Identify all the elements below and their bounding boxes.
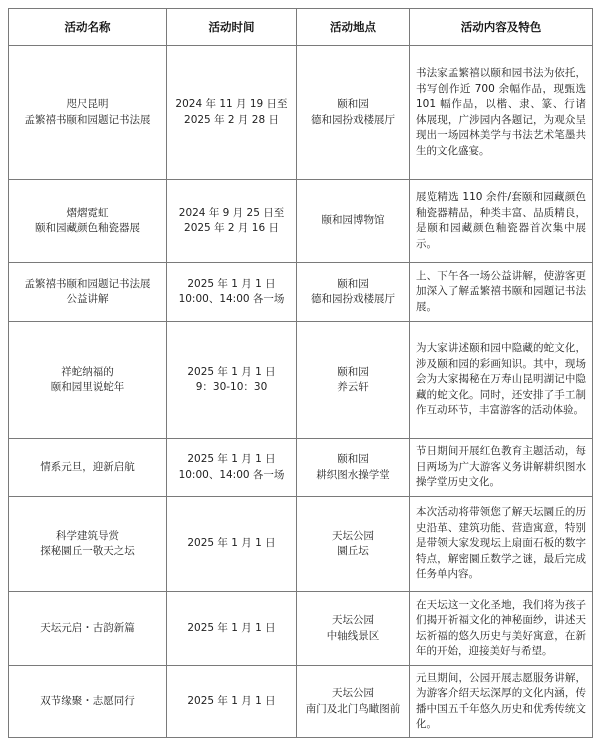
event-place-line: 颐和园 xyxy=(337,277,369,290)
event-place-line: 南门及北门鸟瞰图前 xyxy=(305,702,401,715)
event-name-cell xyxy=(9,439,167,497)
event-desc-cell: 展览精选 110 余件/套颐和园藏颜色釉瓷器精品，种类丰富、品质精良，是颐和园藏颜色釉瓷器首次集中展示。 xyxy=(410,180,593,263)
event-name-line: 天坛元启・古韵新篇 xyxy=(40,621,135,634)
event-name-line: 科学建筑导赏 xyxy=(56,529,119,542)
event-name-line: 双节缘聚・志愿同行 xyxy=(40,694,135,707)
event-name-cell xyxy=(9,322,167,439)
event-time-cell xyxy=(167,592,297,666)
event-time-line: 2025 年 2 月 16 日 xyxy=(184,222,279,234)
event-place-line: 德和园扮戏楼展厅 xyxy=(311,113,395,126)
event-time-cell xyxy=(167,46,297,180)
table-row xyxy=(9,180,593,263)
event-time-line: 2025 年 1 月 1 日 xyxy=(187,621,276,634)
event-time-cell xyxy=(167,322,297,439)
event-time-line: 2025 年 2 月 28 日 xyxy=(184,113,279,126)
event-place-line: 颐和园 xyxy=(337,453,369,465)
event-desc-cell: 为大家讲述颐和园中隐藏的蛇文化，涉及颐和园的彩画知识。其中，现场会为大家揭秘在万寿山昆明湖记中隐藏的蛇文化。同时，还安排了手工制作互动环节，丰富游客的活动体验。 xyxy=(410,322,593,439)
event-time-cell xyxy=(167,497,297,592)
table-row xyxy=(9,439,593,497)
table-row xyxy=(9,46,593,180)
event-place-line: 养云轩 xyxy=(337,381,369,393)
event-time-line: 10:00、14:00 各一场 xyxy=(178,468,285,481)
event-name-line: 咫尺昆明 xyxy=(66,98,109,110)
event-desc-cell: 本次活动将带领您了解天坛圜丘的历史沿革、建筑功能、营造寓意，特别是带领大家发现坛上扇面石板的数字特点，解密圜丘数学之谜，最后完成任务单内容。 xyxy=(410,497,593,592)
event-place-line: 圜丘坛 xyxy=(337,545,369,557)
event-place-line: 天坛公园 xyxy=(332,687,374,699)
event-name-line: 颐和园藏颜色釉瓷器展 xyxy=(35,222,140,234)
event-place-line: 耕织图水操学堂 xyxy=(316,468,390,481)
event-desc-cell: 书法家孟繁禧以颐和园书法为依托，书写创作近 700 余幅作品，现甄选 101 幅作品，以楷、隶、篆、行诸体展现，广涉园内各题记，为观众呈现出一场园林美学与书法艺术笔墨共生的文化盛宴。 xyxy=(410,46,593,180)
event-place-cell xyxy=(297,46,410,180)
event-name-cell xyxy=(9,180,167,263)
event-time-cell xyxy=(167,439,297,497)
event-name-line: 熠熠霓虹 xyxy=(66,206,109,219)
event-name-cell xyxy=(9,46,167,180)
event-name-cell xyxy=(9,666,167,738)
event-name-line: 祥蛇纳福的 xyxy=(61,365,114,378)
header-name: 活动名称 xyxy=(9,9,167,46)
header-place: 活动地点 xyxy=(297,9,410,46)
header-desc: 活动内容及特色 xyxy=(410,9,593,46)
event-desc-cell: 元旦期间，公园开展志愿服务讲解，为游客介绍天坛深厚的文化内涵，传播中国五千年悠久历史和优秀传统文化。 xyxy=(410,666,593,738)
event-time-cell xyxy=(167,180,297,263)
header-time: 活动时间 xyxy=(167,9,297,46)
event-time-line: 9：30-10：30 xyxy=(195,381,268,393)
event-name-line: 情系元旦，迎新启航 xyxy=(40,460,135,473)
table-row xyxy=(9,263,593,322)
event-name-cell xyxy=(9,592,167,666)
event-name-line: 孟繁禧书颐和园题记书法展 xyxy=(24,113,151,126)
event-place-cell xyxy=(297,666,410,738)
event-name-line: 孟繁禧书颐和园题记书法展 xyxy=(24,277,151,290)
event-place-cell xyxy=(297,439,410,497)
event-time-line: 10:00、14:00 各一场 xyxy=(178,293,285,305)
table-header-row xyxy=(9,9,593,46)
event-place-line: 颐和园 xyxy=(337,98,369,110)
event-place-cell xyxy=(297,263,410,322)
event-time-line: 2025 年 1 月 1 日 xyxy=(187,453,276,465)
event-place-cell xyxy=(297,592,410,666)
event-place-line: 天坛公园 xyxy=(332,529,374,542)
event-place-cell xyxy=(297,180,410,263)
event-place-cell xyxy=(297,497,410,592)
event-place-line: 颐和园 xyxy=(337,365,369,378)
table-row xyxy=(9,592,593,666)
table-row xyxy=(9,322,593,439)
event-name-cell xyxy=(9,263,167,322)
table-row xyxy=(9,497,593,592)
event-name-line: 探秘圜丘一敬天之坛 xyxy=(40,545,135,557)
event-time-cell xyxy=(167,263,297,322)
event-time-line: 2024 年 9 月 25 日至 xyxy=(178,206,285,219)
event-place-cell xyxy=(297,322,410,439)
event-time-line: 2025 年 1 月 1 日 xyxy=(187,277,276,290)
table-row xyxy=(9,666,593,738)
event-name-line: 颐和园里说蛇年 xyxy=(50,381,125,393)
event-time-line: 2025 年 1 月 1 日 xyxy=(187,365,276,378)
event-desc-cell: 上、下午各一场公益讲解，使游客更加深入了解孟繁禧书颐和园题记书法展。 xyxy=(410,263,593,322)
event-name-line: 公益讲解 xyxy=(66,293,109,305)
event-time-cell xyxy=(167,666,297,738)
event-place-line: 颐和园博物馆 xyxy=(321,214,385,227)
event-time-line: 2025 年 1 月 1 日 xyxy=(187,537,276,550)
event-name-cell xyxy=(9,497,167,592)
event-place-line: 德和园扮戏楼展厅 xyxy=(311,293,395,305)
events-table xyxy=(8,8,593,738)
events-table-wrapper xyxy=(8,8,592,738)
event-time-line: 2024 年 11 月 19 日至 xyxy=(175,98,288,110)
event-place-line: 中轴线景区 xyxy=(326,629,380,642)
event-place-line: 天坛公园 xyxy=(332,614,374,626)
event-time-line: 2025 年 1 月 1 日 xyxy=(187,694,276,707)
event-desc-cell: 在天坛这一文化圣地，我们将为孩子们揭开祈福文化的神秘面纱，讲述天坛祈福的悠久历史与美好寓意，在新年的开始，迎接美好与希望。 xyxy=(410,592,593,666)
event-desc-cell: 节日期间开展红色教育主题活动，每日两场为广大游客义务讲解耕织图水操学堂历史文化。 xyxy=(410,439,593,497)
